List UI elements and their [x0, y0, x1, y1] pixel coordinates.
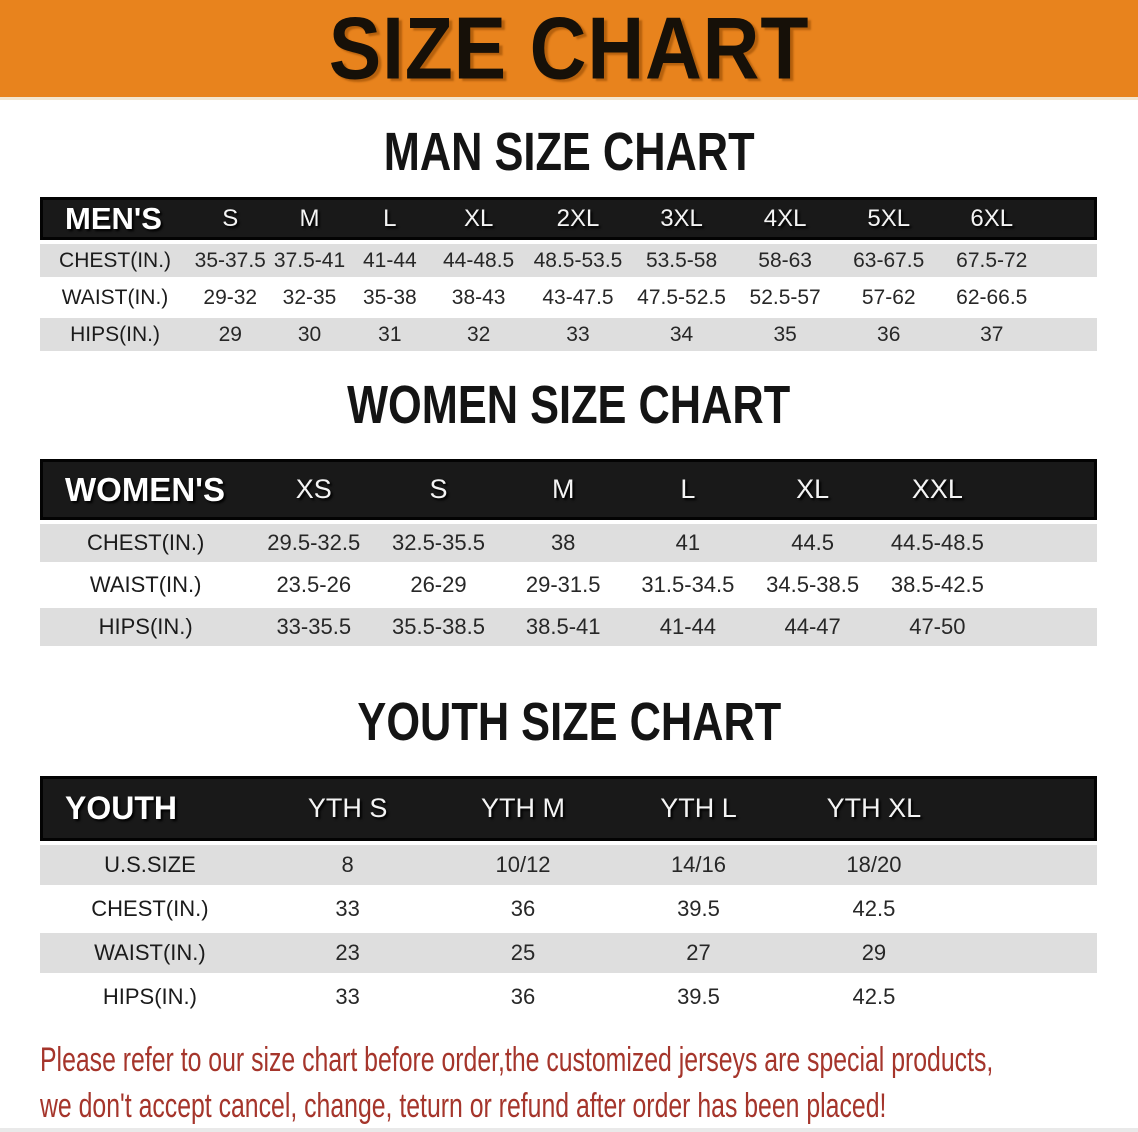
measurement-value: 41-44: [362, 248, 417, 272]
measurement-value: 53.5-58: [645, 248, 718, 272]
womens-size-table: [40, 455, 1097, 650]
measurement-row: [40, 281, 1097, 314]
table-group-label: MEN'S: [40, 197, 190, 240]
measurement-value: 27: [686, 940, 711, 965]
row-filler-cell: [962, 933, 1097, 973]
measurement-value: 63-67.5: [853, 248, 925, 272]
measurement-value: 33: [335, 984, 360, 1009]
measurement-value: 18/20: [846, 852, 902, 877]
measurement-value: 38-43: [451, 285, 506, 309]
measurement-value: 62-66.5: [956, 285, 1028, 309]
measurement-value: 52.5-57: [749, 285, 821, 309]
size-column-header: 4XL: [733, 197, 837, 240]
measurement-value: 8: [341, 852, 354, 877]
measurement-value: 43-47.5: [542, 285, 614, 309]
measurement-value: 33: [335, 896, 360, 921]
size-column-header: XL: [750, 459, 875, 520]
table-group-label: WOMEN'S: [40, 459, 251, 520]
measurement-value: 37.5-41: [273, 248, 346, 272]
measurement-value: 14/16: [670, 852, 726, 877]
measurement-value: 36: [510, 896, 536, 921]
man-size-chart-title-text: MAN SIZE CHART: [383, 121, 755, 182]
measurement-row-label: HIPS(IN.): [102, 984, 197, 1009]
header-filler-cell: [1043, 197, 1097, 240]
measurement-row: [40, 608, 1097, 646]
measurement-value: 36: [510, 984, 536, 1009]
size-column-header: M: [270, 197, 348, 240]
size-column-header: M: [501, 459, 626, 520]
measurement-row-label: HIPS(IN.): [98, 614, 193, 639]
measurement-value: 38: [550, 530, 576, 555]
table-header-row: [40, 776, 1097, 841]
measurement-row: [40, 845, 1097, 885]
row-filler-cell: [1043, 318, 1097, 351]
measurement-value: 58-63: [758, 248, 812, 272]
size-column-header: YTH XL: [786, 776, 961, 841]
measurement-value: 38.5-41: [525, 614, 601, 639]
measurement-value: 29-32: [203, 285, 258, 309]
row-filler-cell: [1000, 566, 1097, 604]
measurement-row-label: CHEST(IN.): [91, 896, 209, 921]
measurement-row: [40, 977, 1097, 1017]
measurement-value: 23: [335, 940, 360, 965]
measurement-value: 35-37.5: [194, 248, 266, 272]
measurement-row-label: WAIST(IN.): [94, 940, 206, 965]
table-group-label: YOUTH: [40, 776, 260, 841]
size-column-header: YTH L: [611, 776, 786, 841]
measurement-row: [40, 933, 1097, 973]
row-filler-cell: [962, 977, 1097, 1017]
man-size-chart-title: [0, 121, 1138, 182]
measurement-value: 39.5: [677, 984, 720, 1009]
measurement-value: 10/12: [495, 852, 551, 877]
women-size-chart-title-text: WOMEN SIZE CHART: [347, 374, 791, 435]
measurement-value: 44.5-48.5: [890, 530, 984, 555]
measurement-row-label: U.S.SIZE: [104, 852, 196, 877]
measurement-value: 38.5-42.5: [890, 572, 984, 597]
measurement-value: 26-29: [410, 572, 467, 597]
measurement-value: 41-44: [659, 614, 717, 639]
mens-size-table: [40, 193, 1097, 355]
measurement-value: 23.5-26: [276, 572, 352, 597]
size-column-header: 5XL: [837, 197, 941, 240]
measurement-value: 35.5-38.5: [391, 614, 485, 639]
size-column-header: L: [349, 197, 431, 240]
measurement-row-label: WAIST(IN.): [89, 572, 202, 597]
measurement-row-label: CHEST(IN.): [87, 530, 205, 555]
size-column-header: S: [190, 197, 270, 240]
size-column-header: XXL: [875, 459, 1000, 520]
size-column-header: 2XL: [526, 197, 630, 240]
women-size-chart-title: [0, 374, 1138, 435]
row-filler-cell: [962, 889, 1097, 929]
header-filler-cell: [962, 776, 1097, 841]
measurement-row-label: CHEST(IN.): [59, 248, 172, 272]
measurement-value: 39.5: [677, 896, 720, 921]
measurement-row: [40, 566, 1097, 604]
measurement-row-label: HIPS(IN.): [70, 322, 160, 346]
disclaimer-line-1: Please refer to our size chart before order,the customized jerseys are special products,: [40, 1041, 994, 1079]
row-filler-cell: [962, 845, 1097, 885]
measurement-value: 67.5-72: [956, 248, 1028, 272]
measurement-value: 32.5-35.5: [391, 530, 485, 555]
size-column-header: YTH S: [260, 776, 435, 841]
measurement-value: 42.5: [852, 896, 896, 921]
measurement-row: [40, 524, 1097, 562]
header-filler-cell: [1000, 459, 1097, 520]
table-header-row: [40, 197, 1097, 240]
measurement-value: 34.5-38.5: [766, 572, 860, 597]
measurement-value: 29: [218, 322, 242, 346]
size-chart-banner: [0, 0, 1138, 100]
measurement-value: 35: [773, 322, 797, 346]
disclaimer-line-2: we don't accept cancel, change, teturn or refund after order has been placed!: [40, 1087, 887, 1125]
measurement-value: 29-31.5: [525, 572, 601, 597]
size-column-header: XS: [251, 459, 376, 520]
measurement-value: 44-48.5: [443, 248, 515, 272]
measurement-value: 30: [297, 322, 322, 346]
youth-size-chart-title: [0, 691, 1138, 752]
row-filler-cell: [1000, 608, 1097, 646]
size-column-header: 3XL: [630, 197, 734, 240]
youth-size-chart-title-text: YOUTH SIZE CHART: [357, 691, 781, 752]
measurement-value: 32: [466, 322, 491, 346]
measurement-value: 47.5-52.5: [637, 285, 726, 309]
measurement-row: [40, 889, 1097, 929]
measurement-value: 57-62: [861, 285, 916, 309]
size-column-header: S: [376, 459, 501, 520]
measurement-value: 25: [510, 940, 536, 965]
measurement-value: 47-50: [909, 614, 966, 639]
size-column-header: 6XL: [941, 197, 1044, 240]
size-column-header: YTH M: [435, 776, 610, 841]
measurement-value: 35-38: [362, 285, 417, 309]
measurement-row: [40, 318, 1097, 351]
row-filler-cell: [1043, 281, 1097, 314]
banner-title: SIZE CHART: [328, 0, 810, 98]
row-filler-cell: [1000, 524, 1097, 562]
measurement-value: 29: [861, 940, 887, 965]
measurement-value: 31: [378, 322, 402, 346]
measurement-value: 33: [566, 322, 590, 346]
measurement-value: 44.5: [791, 530, 835, 555]
measurement-value: 48.5-53.5: [533, 248, 623, 272]
size-column-header: L: [626, 459, 751, 520]
measurement-row-label: WAIST(IN.): [61, 285, 169, 309]
table-header-row: [40, 459, 1097, 520]
measurement-value: 32-35: [282, 285, 337, 309]
order-disclaimer: [0, 1037, 1138, 1129]
measurement-value: 31.5-34.5: [641, 572, 735, 597]
measurement-value: 42.5: [852, 984, 896, 1009]
measurement-value: 41: [675, 530, 701, 555]
size-column-header: XL: [431, 197, 526, 240]
measurement-value: 33-35.5: [276, 614, 352, 639]
measurement-value: 37: [980, 322, 1004, 346]
measurement-value: 36: [877, 322, 901, 346]
measurement-value: 34: [669, 322, 694, 346]
row-filler-cell: [1043, 244, 1097, 277]
measurement-value: 29.5-32.5: [267, 530, 361, 555]
bottom-edge-strip: [0, 1128, 1138, 1132]
measurement-value: 44-47: [784, 614, 841, 639]
youth-size-table: [40, 772, 1097, 1021]
measurement-row: [40, 244, 1097, 277]
